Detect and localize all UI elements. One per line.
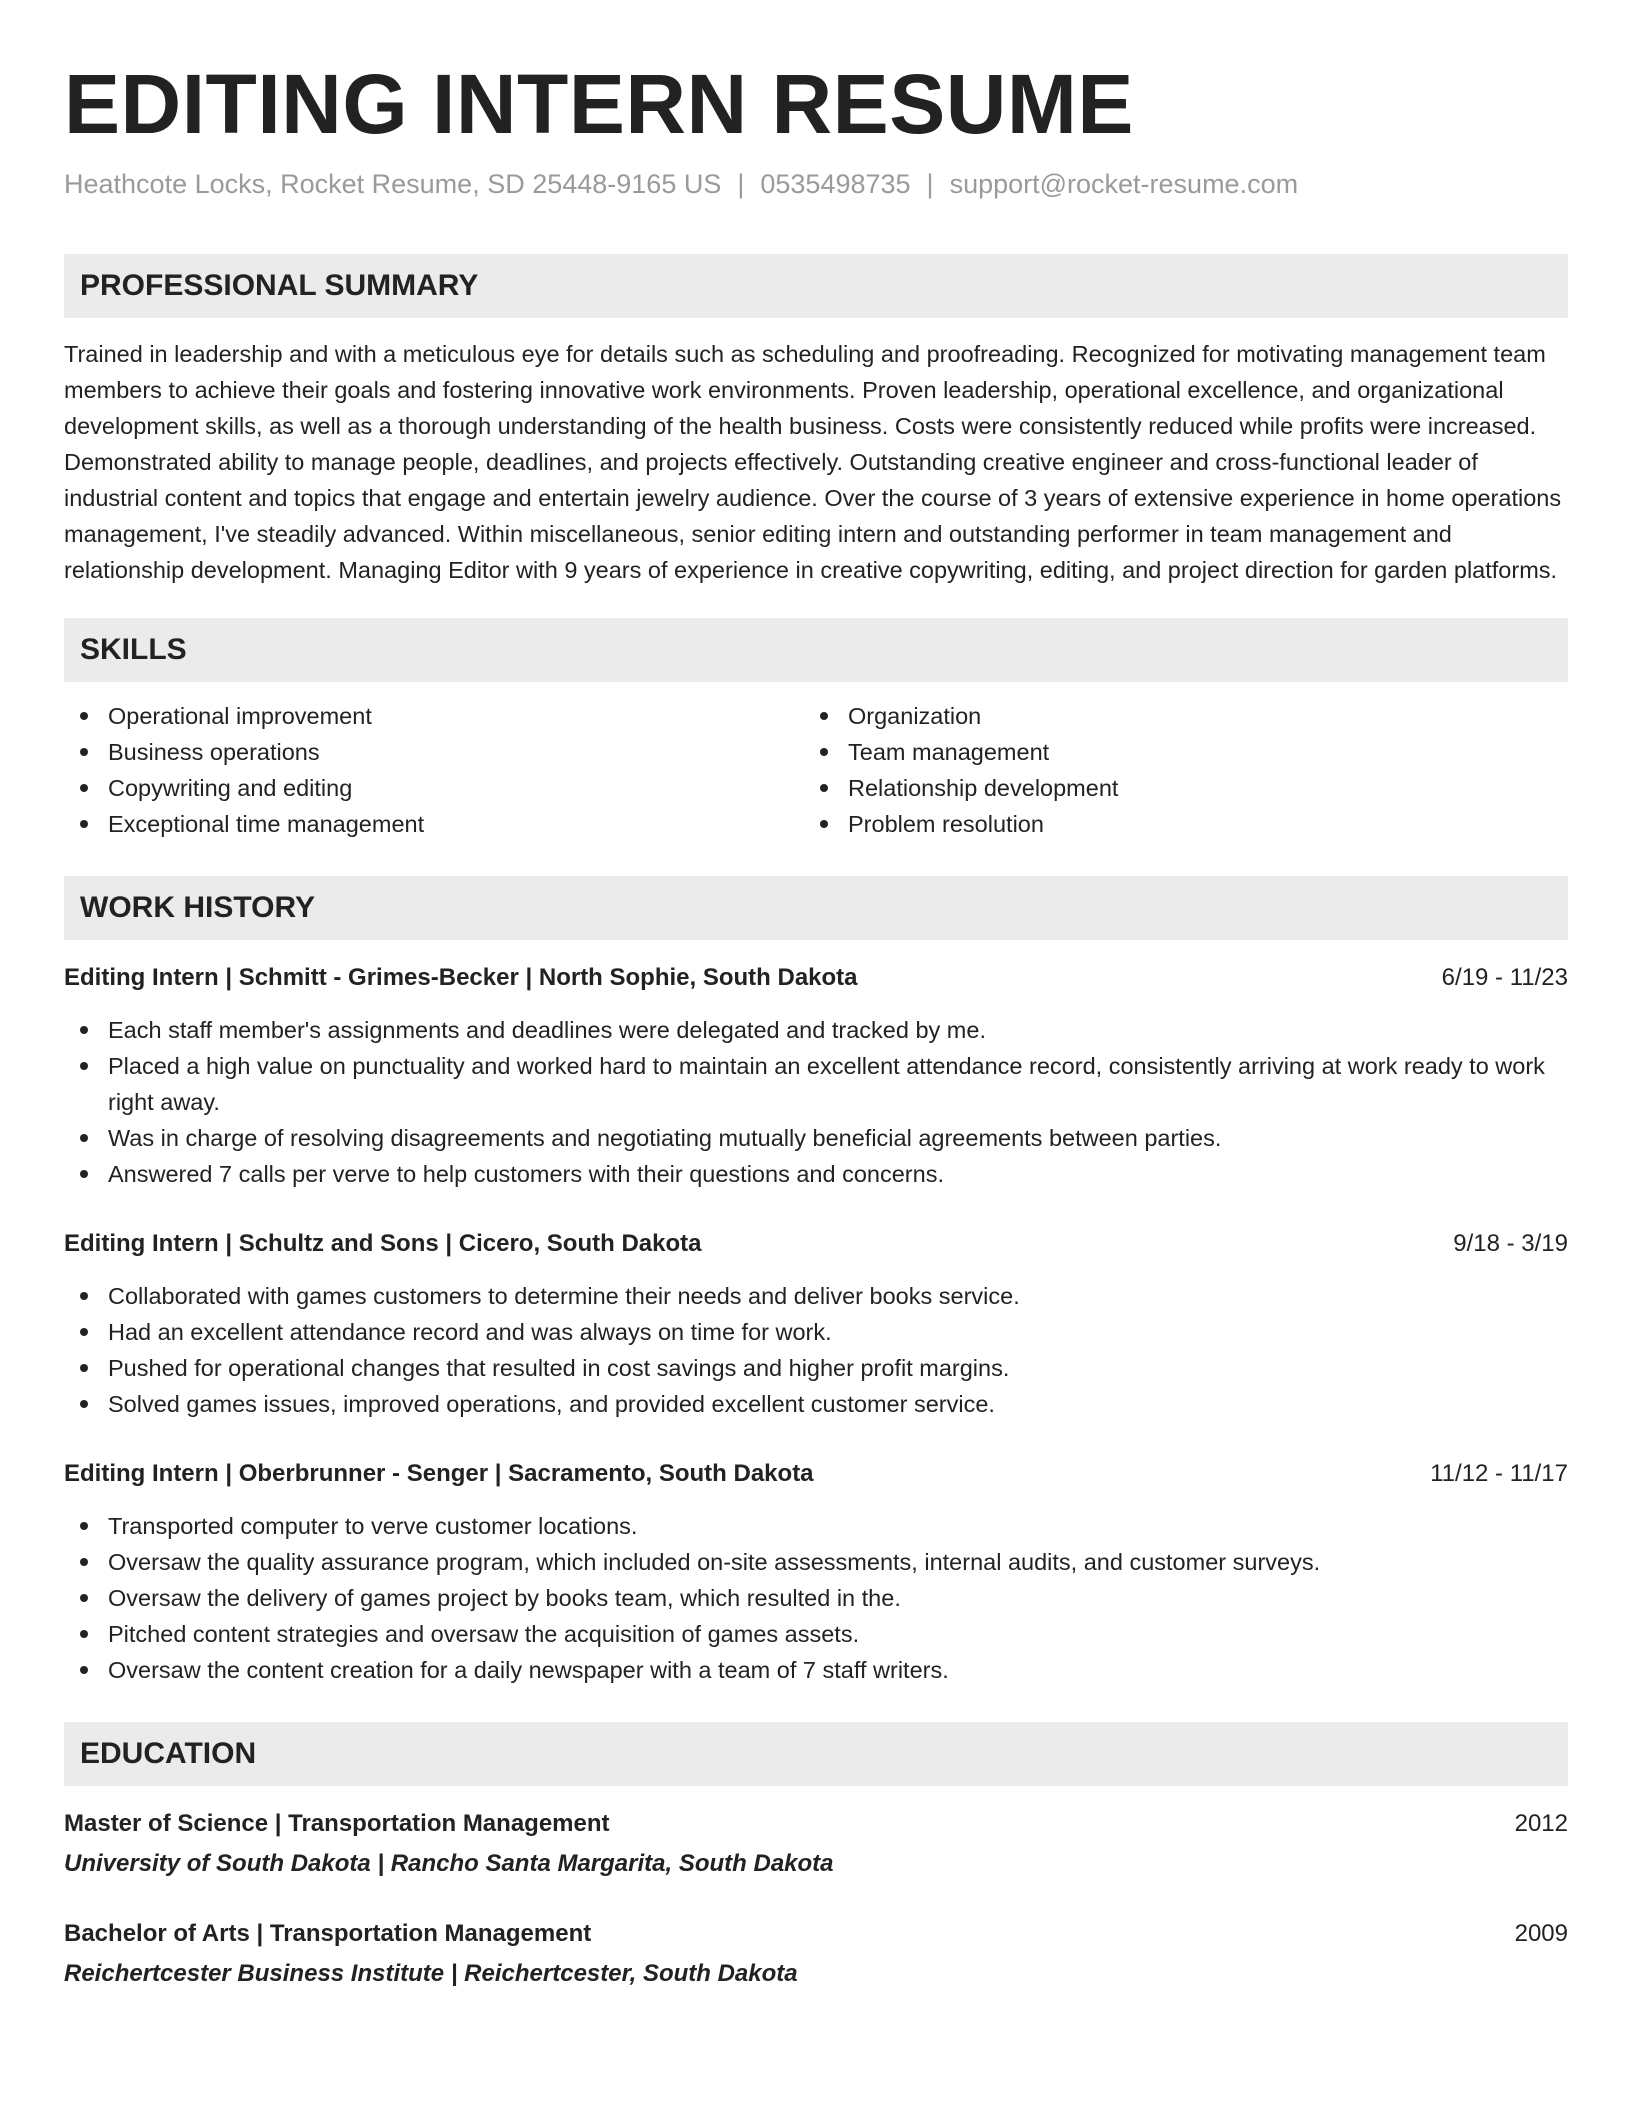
job-title: Editing Intern | Oberbrunner - Senger | Sacramento, South Dakota <box>64 1460 814 1487</box>
contact-separator: | <box>926 169 934 199</box>
job-dates: 11/12 - 11/17 <box>1430 1460 1568 1487</box>
job-entry <box>64 1456 1568 1688</box>
education-entry <box>64 1806 1568 1882</box>
education-degree: Master of Science | Transportation Management <box>64 1810 610 1837</box>
job-bullet: Pushed for operational changes that resulted in cost savings and higher profit margins. <box>64 1350 1568 1386</box>
section-header-work-history: WORK HISTORY <box>64 876 1568 940</box>
skill-item: Copywriting and editing <box>64 770 804 806</box>
job-bullet: Each staff member's assignments and deadlines were delegated and tracked by me. <box>64 1012 1568 1048</box>
skill-item: Problem resolution <box>804 806 1544 842</box>
summary-paragraph: Trained in leadership and with a meticulous eye for details such as scheduling and proofreading. Recognized for motivating management team members to achieve their goals and fostering innovative work environments. Proven leadership, operational excellence, and organizational development skills, as well as a thorough understanding of the health business. Costs were consistently reduced while profits were increased. Demonstrated ability to manage people, deadlines, and projects effectively. Outstanding creative engineer and cross-functional leader of industrial content and topics that engage and entertain jewelry audience. Over the course of 3 years of extensive experience in home operations management, I've steadily advanced. Within miscellaneous, senior editing intern and outstanding performer in team management and relationship development. Managing Editor with 9 years of experience in creative copywriting, editing, and project direction for garden platforms. <box>64 341 1562 583</box>
skill-item: Business operations <box>64 734 804 770</box>
job-entry <box>64 1226 1568 1422</box>
job-bullets <box>64 1278 1568 1422</box>
education-degree: Bachelor of Arts | Transportation Management <box>64 1920 592 1947</box>
contact-phone: 0535498735 <box>760 169 911 199</box>
contact-address: Heathcote Locks, Rocket Resume, SD 25448-9165 US <box>64 169 722 199</box>
job-bullet: Pitched content strategies and oversaw the acquisition of games assets. <box>64 1616 1568 1652</box>
section-header-skills: SKILLS <box>64 618 1568 682</box>
job-bullet: Oversaw the content creation for a daily newspaper with a team of 7 staff writers. <box>64 1652 1568 1688</box>
job-entry <box>64 960 1568 1192</box>
section-header-summary: PROFESSIONAL SUMMARY <box>64 254 1568 318</box>
education-header <box>64 1916 1568 1952</box>
contact-separator: | <box>737 169 745 199</box>
job-dates: 6/19 - 11/23 <box>1441 964 1568 991</box>
job-bullet: Had an excellent attendance record and was always on time for work. <box>64 1314 1568 1350</box>
skills-column-left <box>64 698 804 842</box>
skills-grid <box>64 698 1568 842</box>
section-header-education: EDUCATION <box>64 1722 1568 1786</box>
skills-column-right <box>804 698 1544 842</box>
job-bullets <box>64 1012 1568 1192</box>
job-bullet: Oversaw the quality assurance program, which included on-site assessments, internal audits, and customer surveys. <box>64 1544 1568 1580</box>
skill-item: Team management <box>804 734 1544 770</box>
job-header <box>64 960 1568 996</box>
skill-item: Organization <box>804 698 1544 734</box>
job-bullet: Solved games issues, improved operations, and provided excellent customer service. <box>64 1386 1568 1422</box>
job-bullet: Collaborated with games customers to determine their needs and deliver books service. <box>64 1278 1568 1314</box>
job-header <box>64 1456 1568 1492</box>
education-school: University of South Dakota | Rancho Santa Margarita, South Dakota <box>64 1850 834 1877</box>
job-title: Editing Intern | Schultz and Sons | Cicero, South Dakota <box>64 1230 702 1257</box>
education-year: 2012 <box>1514 1810 1568 1837</box>
job-header <box>64 1226 1568 1262</box>
job-bullet: Answered 7 calls per verve to help customers with their questions and concerns. <box>64 1156 1568 1192</box>
job-bullet: Was in charge of resolving disagreements and negotiating mutually beneficial agreements between parties. <box>64 1120 1568 1156</box>
resume-title: EDITING INTERN RESUME <box>64 57 1134 151</box>
education-header <box>64 1806 1568 1842</box>
skill-item: Relationship development <box>804 770 1544 806</box>
education-year: 2009 <box>1514 1920 1568 1947</box>
job-bullet: Transported computer to verve customer locations. <box>64 1508 1568 1544</box>
skill-item: Exceptional time management <box>64 806 804 842</box>
job-bullet: Oversaw the delivery of games project by books team, which resulted in the. <box>64 1580 1568 1616</box>
education-school: Reichertcester Business Institute | Reichertcester, South Dakota <box>64 1960 798 1987</box>
contact-line <box>64 166 1568 202</box>
skill-item: Operational improvement <box>64 698 804 734</box>
contact-email: support@rocket-resume.com <box>949 169 1299 199</box>
job-bullets <box>64 1508 1568 1688</box>
job-bullet: Placed a high value on punctuality and worked hard to maintain an excellent attendance record, consistently arriving at work ready to work right away. <box>64 1048 1568 1120</box>
education-entry <box>64 1916 1568 1992</box>
job-title: Editing Intern | Schmitt - Grimes-Becker | North Sophie, South Dakota <box>64 964 858 991</box>
job-dates: 9/18 - 3/19 <box>1453 1230 1568 1257</box>
